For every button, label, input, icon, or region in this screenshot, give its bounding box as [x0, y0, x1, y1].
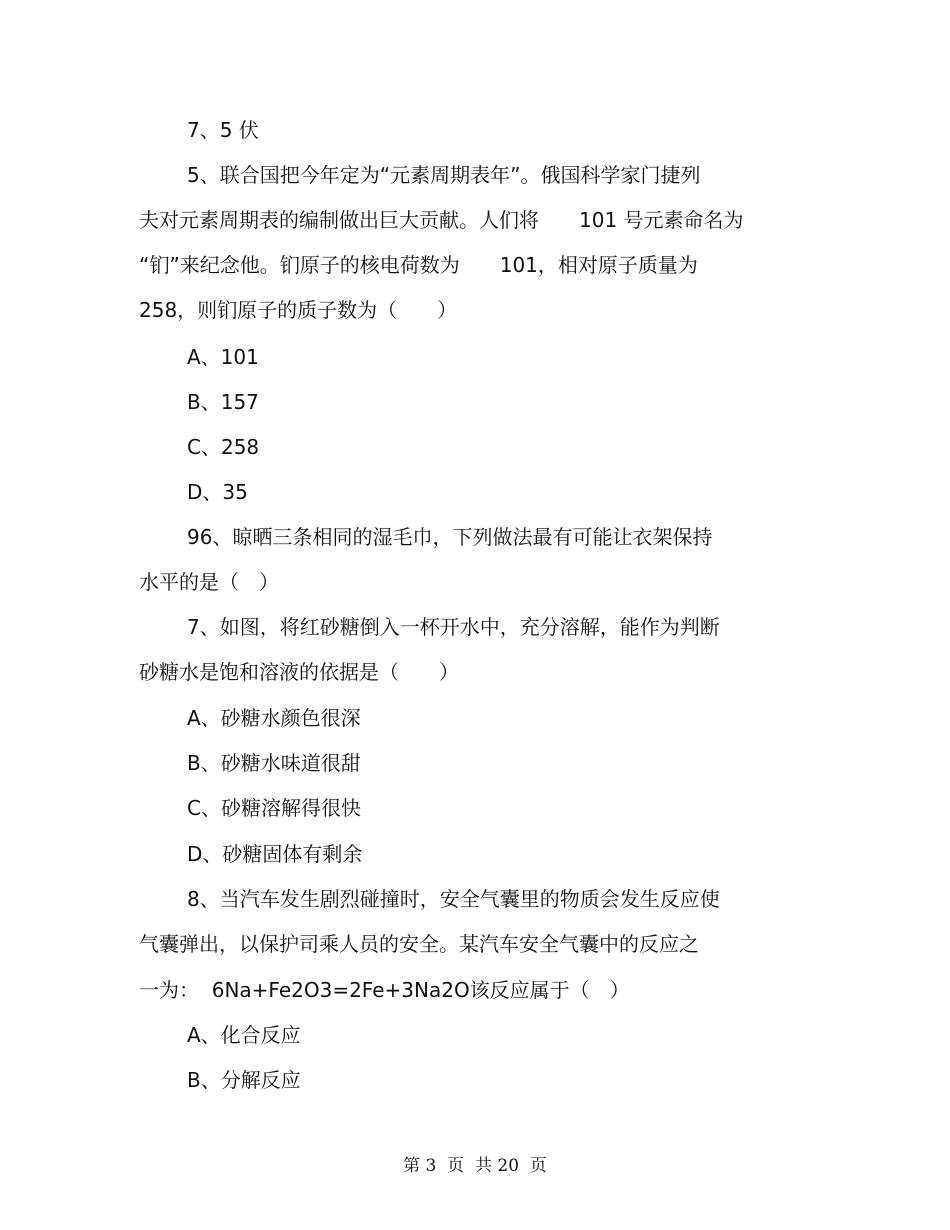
answer-line: 7、5 伏	[187, 118, 259, 142]
question-7-line-1: 7、如图，将红砂糖倒入一杯开水中，充分溶解，能作为判断	[187, 615, 720, 639]
question-7-line-2: 砂糖水是饱和溶液的依据是（ ）	[139, 660, 459, 684]
option-d: D、35	[187, 480, 248, 504]
question-5-line-2: 夫对元素周期表的编制做出巨大贡献。人们将 101 号元素命名为	[139, 208, 744, 232]
question-8-line-1: 8、当汽车发生剧烈碰撞时，安全气囊里的物质会发生反应使	[187, 887, 720, 911]
question-5-line-3: “钔”来纪念他。钔原子的核电荷数为 101，相对原子质量为	[139, 253, 698, 277]
option-b: B、砂糖水味道很甜	[187, 751, 361, 775]
option-c: C、258	[187, 435, 260, 459]
question-5-line-4: 258，则钔原子的质子数为（ ）	[139, 298, 458, 322]
page-footer: 第 3 页 共 20 页	[403, 1156, 547, 1176]
question-5-line-1: 5、联合国把今年定为“元素周期表年”。俄国科学家门捷列	[187, 163, 701, 187]
option-d: D、砂糖固体有剩余	[187, 842, 363, 866]
question-8-line-3: 一为： 6Na+Fe2O3=2Fe+3Na2O该反应属于（ ）	[139, 978, 630, 1002]
option-b: B、分解反应	[187, 1068, 301, 1092]
question-96-line-2: 水平的是（ ）	[139, 570, 279, 594]
question-8-line-2: 气囊弹出，以保护司乘人员的安全。某汽车安全气囊中的反应之	[139, 932, 699, 956]
question-96-line-1: 96、晾晒三条相同的湿毛巾，下列做法最有可能让衣架保持	[187, 525, 713, 549]
option-a: A、101	[187, 345, 259, 369]
option-b: B、157	[187, 390, 259, 414]
option-c: C、砂糖溶解得很快	[187, 796, 361, 820]
option-a: A、砂糖水颜色很深	[187, 706, 361, 730]
option-a: A、化合反应	[187, 1023, 301, 1047]
